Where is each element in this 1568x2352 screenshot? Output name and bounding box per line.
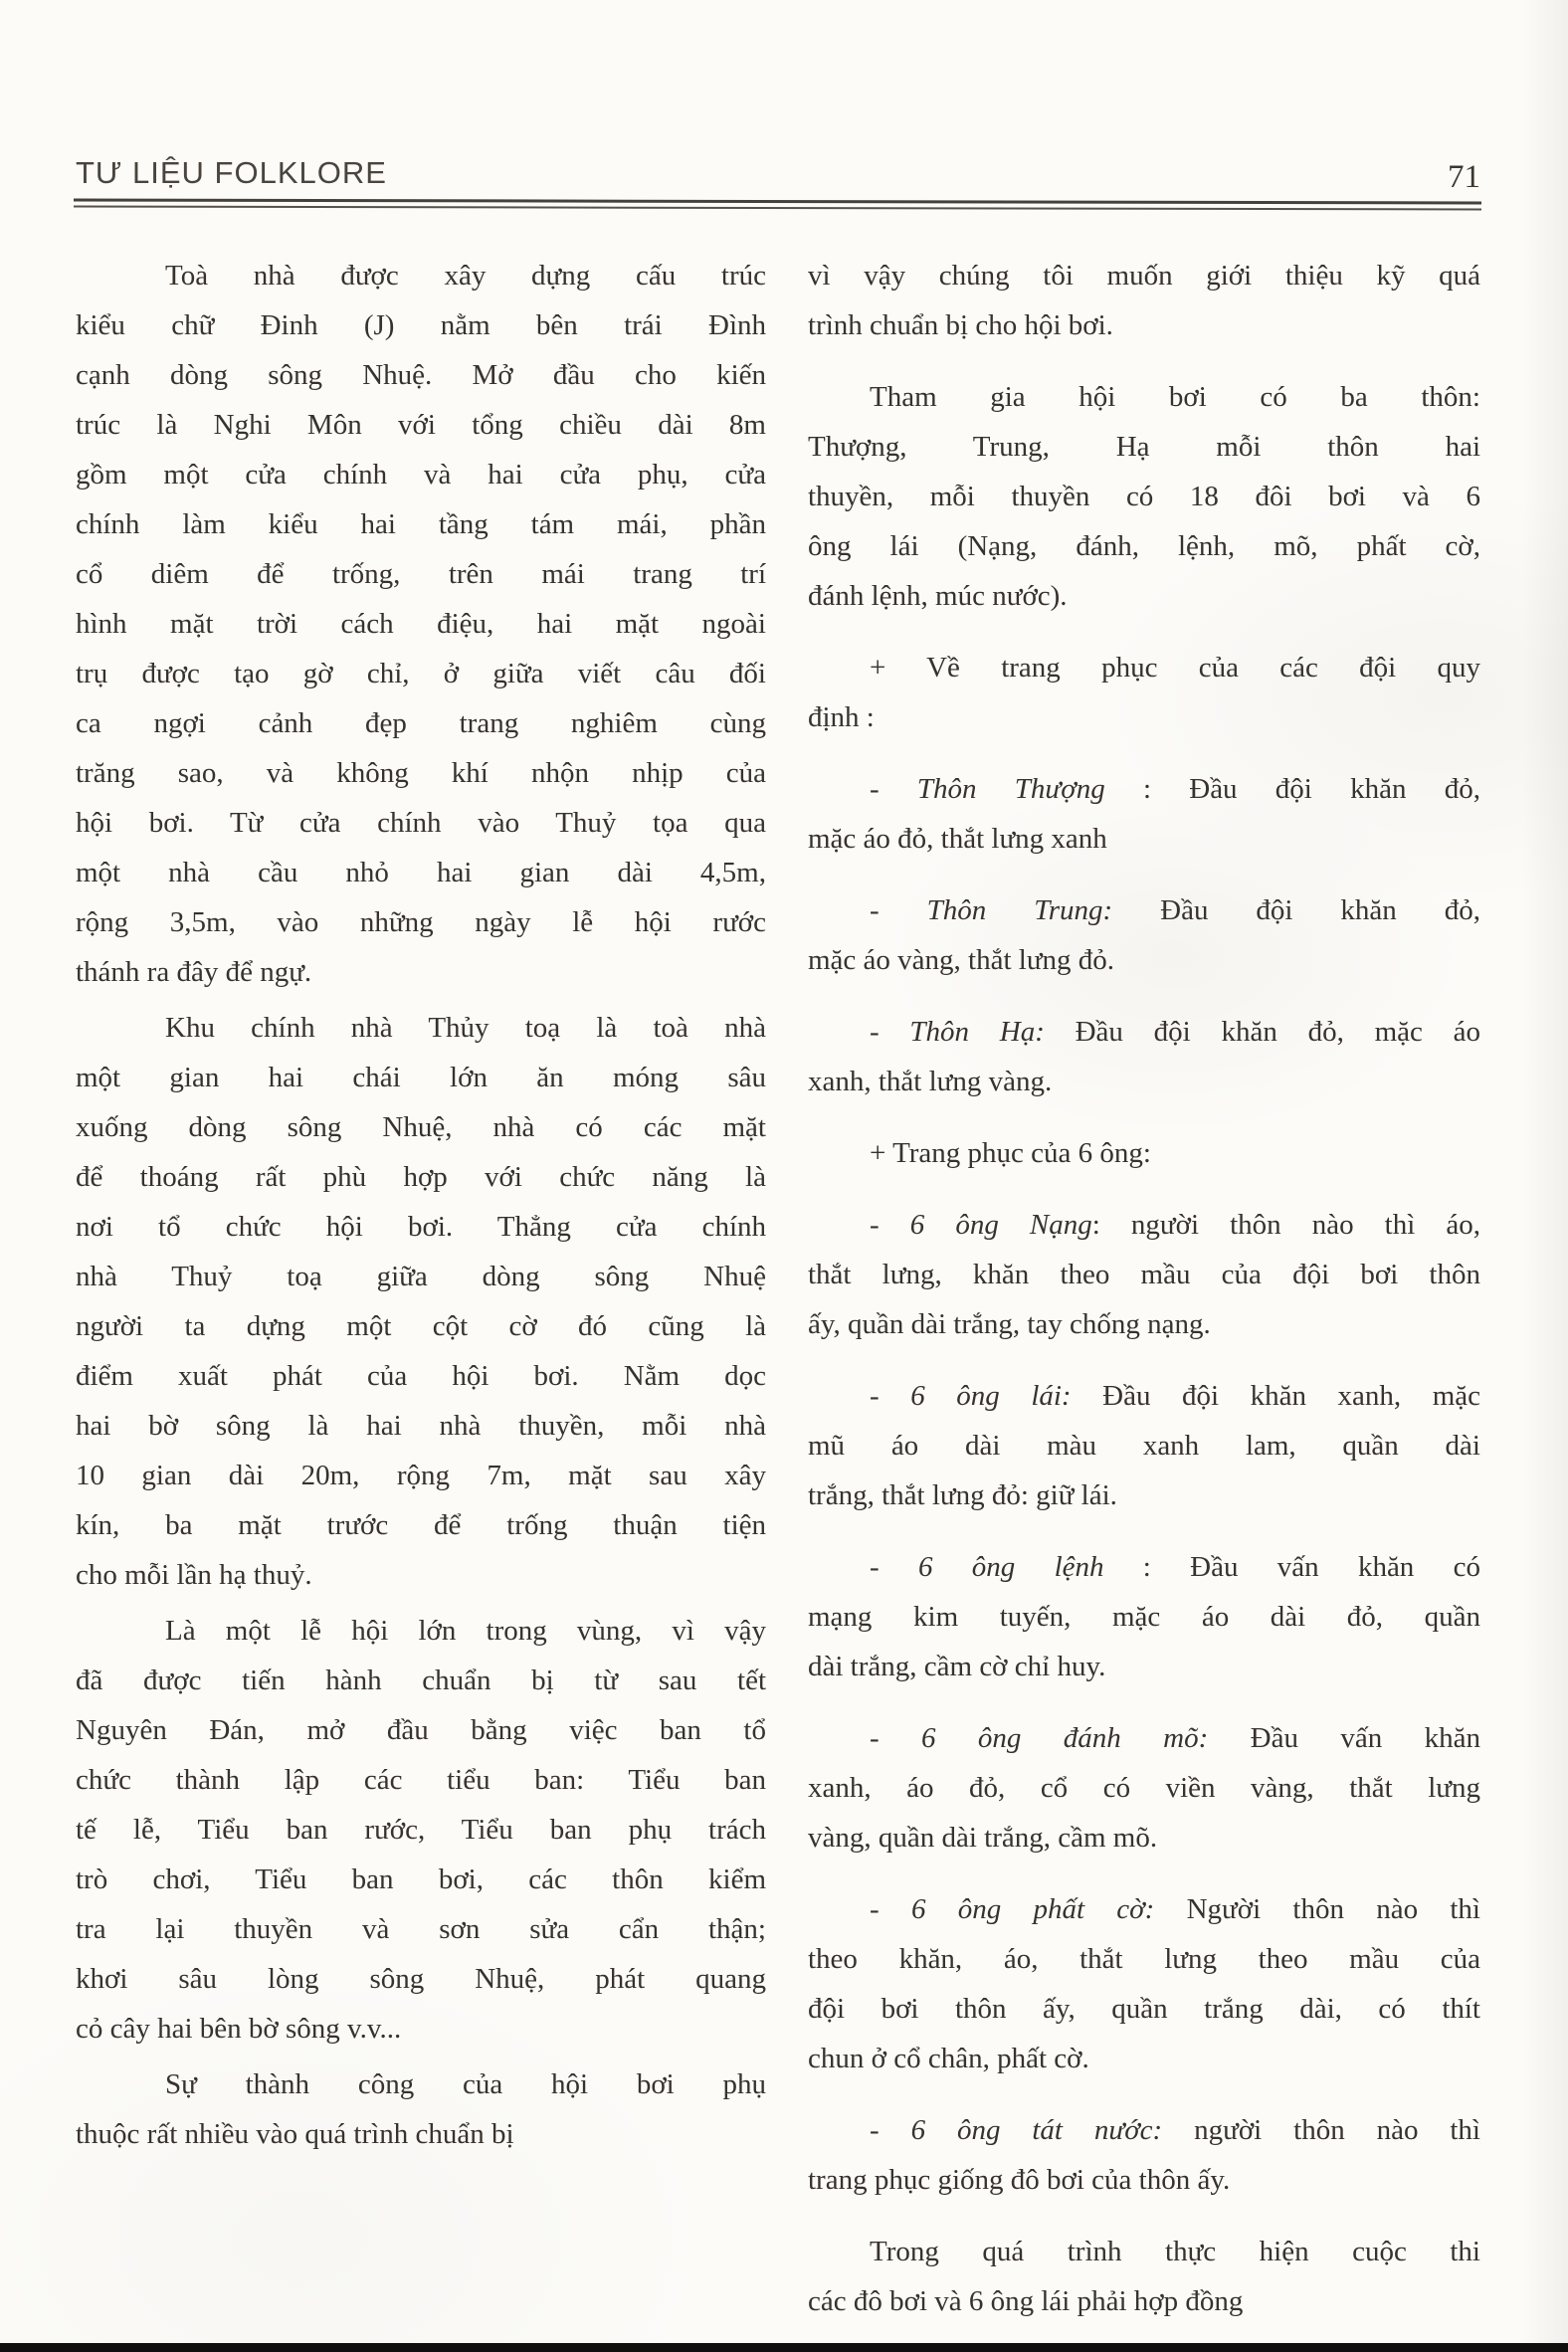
text-line: tế lễ, Tiểu ban rước, Tiểu ban phụ trách bbox=[76, 1814, 766, 1846]
text-line: một gian hai chái lớn ăn móng sâu bbox=[76, 1062, 766, 1093]
paragraph bbox=[808, 764, 1480, 864]
text-line: một nhà cầu nhỏ hai gian dài 4,5m, bbox=[76, 857, 766, 888]
text-line: 10 gian dài 20m, rộng 7m, mặt sau xây bbox=[76, 1460, 766, 1491]
text-line: nơi tổ chức hội bơi. Thẳng cửa chính bbox=[76, 1211, 766, 1243]
text-line: trình chuẩn bị cho hội bơi. bbox=[808, 309, 1113, 341]
paragraph bbox=[808, 885, 1480, 985]
text-line: Toà nhà được xây dựng cấu trúc bbox=[165, 260, 766, 292]
text-line: thắt lưng, khăn theo mầu của đội bơi thôn bbox=[808, 1259, 1480, 1290]
text-line: gồm một cửa chính và hai cửa phụ, cửa bbox=[76, 459, 766, 490]
paragraph bbox=[76, 2059, 766, 2159]
text-line: vàng, quần dài trắng, cầm mõ. bbox=[808, 1822, 1158, 1854]
text-line: Trong quá trình thực hiện cuộc thi bbox=[870, 2236, 1480, 2267]
text-line: - Thôn Hạ: Đầu đội khăn đỏ, mặc áo bbox=[870, 1016, 1480, 1048]
paragraph bbox=[808, 372, 1480, 621]
text-column-left bbox=[76, 251, 766, 2159]
text-line: ông lái (Nạng, đánh, lệnh, mõ, phất cờ, bbox=[808, 530, 1480, 562]
text-line: Khu chính nhà Thủy toạ là toà nhà bbox=[165, 1012, 766, 1044]
paragraph bbox=[808, 1542, 1480, 1691]
text-line: chính làm kiểu hai tầng tám mái, phần bbox=[76, 508, 766, 540]
text-line: vì vậy chúng tôi muốn giới thiệu kỹ quá bbox=[808, 260, 1480, 292]
text-line: nhà Thuỷ toạ giữa dòng sông Nhuệ bbox=[76, 1261, 766, 1292]
text-line: để thoáng rất phù hợp với chức năng là bbox=[76, 1161, 766, 1193]
text-line: trắng, thắt lưng đỏ: giữ lái. bbox=[808, 1479, 1117, 1511]
text-line: mặc áo vàng, thắt lưng đỏ. bbox=[808, 944, 1115, 976]
text-line: thuyền, mỗi thuyền có 18 đôi bơi và 6 bbox=[808, 481, 1480, 512]
paragraph bbox=[808, 251, 1480, 350]
text-line: hội bơi. Từ cửa chính vào Thuỷ tọa qua bbox=[76, 807, 766, 839]
text-line: trúc là Nghi Môn với tổng chiều dài 8m bbox=[76, 409, 766, 441]
text-line: - 6 ông đánh mõ: Đầu vấn khăn bbox=[870, 1722, 1480, 1754]
text-line: khơi sâu lòng sông Nhuệ, phát quang bbox=[76, 1963, 766, 1995]
text-line: theo khăn, áo, thắt lưng theo mầu của bbox=[808, 1943, 1480, 1975]
text-line: trăng sao, và không khí nhộn nhịp của bbox=[76, 757, 766, 789]
scan-edge-shadow bbox=[1522, 0, 1568, 2352]
text-line: cho mỗi lần hạ thuỷ. bbox=[76, 1559, 312, 1591]
paragraph bbox=[808, 1007, 1480, 1106]
paragraph bbox=[808, 1200, 1480, 1349]
text-line: tra lại thuyền và sơn sửa cẩn thận; bbox=[76, 1913, 766, 1945]
text-column-right bbox=[808, 251, 1480, 2326]
text-line: chun ở cổ chân, phất cờ. bbox=[808, 2043, 1089, 2074]
text-line: Thượng, Trung, Hạ mỗi thôn hai bbox=[808, 431, 1480, 463]
text-line: cỏ cây hai bên bờ sông v.v... bbox=[76, 2013, 402, 2045]
paragraph bbox=[76, 1003, 766, 1600]
text-line: cổ diêm để trống, trên mái trang trí bbox=[76, 558, 766, 590]
text-line: thuộc rất nhiều vào quá trình chuẩn bị bbox=[76, 2118, 514, 2150]
paragraph bbox=[76, 1606, 766, 2054]
text-line: Tham gia hội bơi có ba thôn: bbox=[870, 381, 1480, 413]
text-line: trụ được tạo gờ chỉ, ở giữa viết câu đối bbox=[76, 658, 766, 689]
text-line: hình mặt trời cách điệu, hai mặt ngoài bbox=[76, 608, 766, 640]
text-line: định : bbox=[808, 701, 875, 733]
text-line: - 6 ông phất cờ: Người thôn nào thì bbox=[870, 1893, 1480, 1925]
text-line: kiểu chữ Đinh (J) nằm bên trái Đình bbox=[76, 309, 766, 341]
paragraph bbox=[808, 1371, 1480, 1520]
text-line: hai bờ sông là hai nhà thuyền, mỗi nhà bbox=[76, 1410, 766, 1442]
text-line: - 6 ông Nạng: người thôn nào thì áo, bbox=[870, 1209, 1480, 1241]
text-line: đánh lệnh, múc nước). bbox=[808, 580, 1068, 612]
text-line: xanh, áo đỏ, cổ có viền vàng, thắt lưng bbox=[808, 1772, 1480, 1804]
page-number: 71 bbox=[1448, 159, 1480, 195]
text-line: đã được tiến hành chuẩn bị từ sau tết bbox=[76, 1665, 766, 1696]
bottom-scan-bar bbox=[0, 2343, 1568, 2352]
text-line: - 6 ông tát nước: người thôn nào thì bbox=[870, 2114, 1480, 2146]
paragraph bbox=[808, 1884, 1480, 2083]
text-line: dài trắng, cầm cờ chỉ huy. bbox=[808, 1651, 1106, 1682]
text-line: Sự thành công của hội bơi phụ bbox=[165, 2068, 766, 2100]
text-line: thánh ra đây để ngự. bbox=[76, 956, 312, 988]
text-line: - Thôn Trung: Đầu đội khăn đỏ, bbox=[870, 894, 1480, 926]
text-line: mạng kim tuyến, mặc áo dài đỏ, quần bbox=[808, 1601, 1480, 1633]
text-line: xanh, thắt lưng vàng. bbox=[808, 1066, 1053, 1097]
text-line: người ta dựng một cột cờ đó cũng là bbox=[76, 1310, 766, 1342]
text-line: trang phục giống đô bơi của thôn ấy. bbox=[808, 2164, 1231, 2196]
text-line: - 6 ông lệnh : Đầu vấn khăn có bbox=[870, 1551, 1480, 1583]
text-line: + Về trang phục của các đội quy bbox=[870, 652, 1480, 684]
text-line: cạnh dòng sông Nhuệ. Mở đầu cho kiến bbox=[76, 359, 766, 391]
text-line: đội bơi thôn ấy, quần trắng dài, có thít bbox=[808, 1993, 1480, 2025]
paragraph bbox=[76, 251, 766, 997]
text-line: điểm xuất phát của hội bơi. Nằm dọc bbox=[76, 1360, 766, 1392]
paragraph bbox=[808, 1128, 1480, 1178]
text-line: Là một lễ hội lớn trong vùng, vì vậy bbox=[165, 1615, 766, 1647]
text-line: chức thành lập các tiểu ban: Tiểu ban bbox=[76, 1764, 766, 1796]
text-line: kín, ba mặt trước để trống thuận tiện bbox=[76, 1509, 766, 1541]
paragraph bbox=[808, 2227, 1480, 2326]
text-line: + Trang phục của 6 ông: bbox=[870, 1137, 1151, 1169]
text-line: xuống dòng sông Nhuệ, nhà có các mặt bbox=[76, 1111, 766, 1143]
page-header-title: TƯ LIỆU FOLKLORE bbox=[76, 155, 387, 190]
text-line: - 6 ông lái: Đầu đội khăn xanh, mặc bbox=[870, 1380, 1480, 1412]
paragraph bbox=[808, 643, 1480, 742]
header-double-rule bbox=[74, 199, 1481, 211]
text-line: ca ngợi cảnh đẹp trang nghiêm cùng bbox=[76, 707, 766, 739]
text-line: trò chơi, Tiểu ban bơi, các thôn kiểm bbox=[76, 1863, 766, 1895]
text-line: các đô bơi và 6 ông lái phải hợp đồng bbox=[808, 2285, 1244, 2317]
text-line: mặc áo đỏ, thắt lưng xanh bbox=[808, 823, 1107, 855]
text-line: rộng 3,5m, vào những ngày lễ hội rước bbox=[76, 906, 766, 938]
text-line: ấy, quần dài trắng, tay chống nạng. bbox=[808, 1308, 1211, 1340]
text-line: mũ áo dài màu xanh lam, quần dài bbox=[808, 1430, 1480, 1462]
paragraph bbox=[808, 2105, 1480, 2205]
paragraph bbox=[808, 1713, 1480, 1862]
text-line: Nguyên Đán, mở đầu bằng việc ban tổ bbox=[76, 1714, 766, 1746]
text-line: - Thôn Thượng : Đầu đội khăn đỏ, bbox=[870, 773, 1480, 805]
